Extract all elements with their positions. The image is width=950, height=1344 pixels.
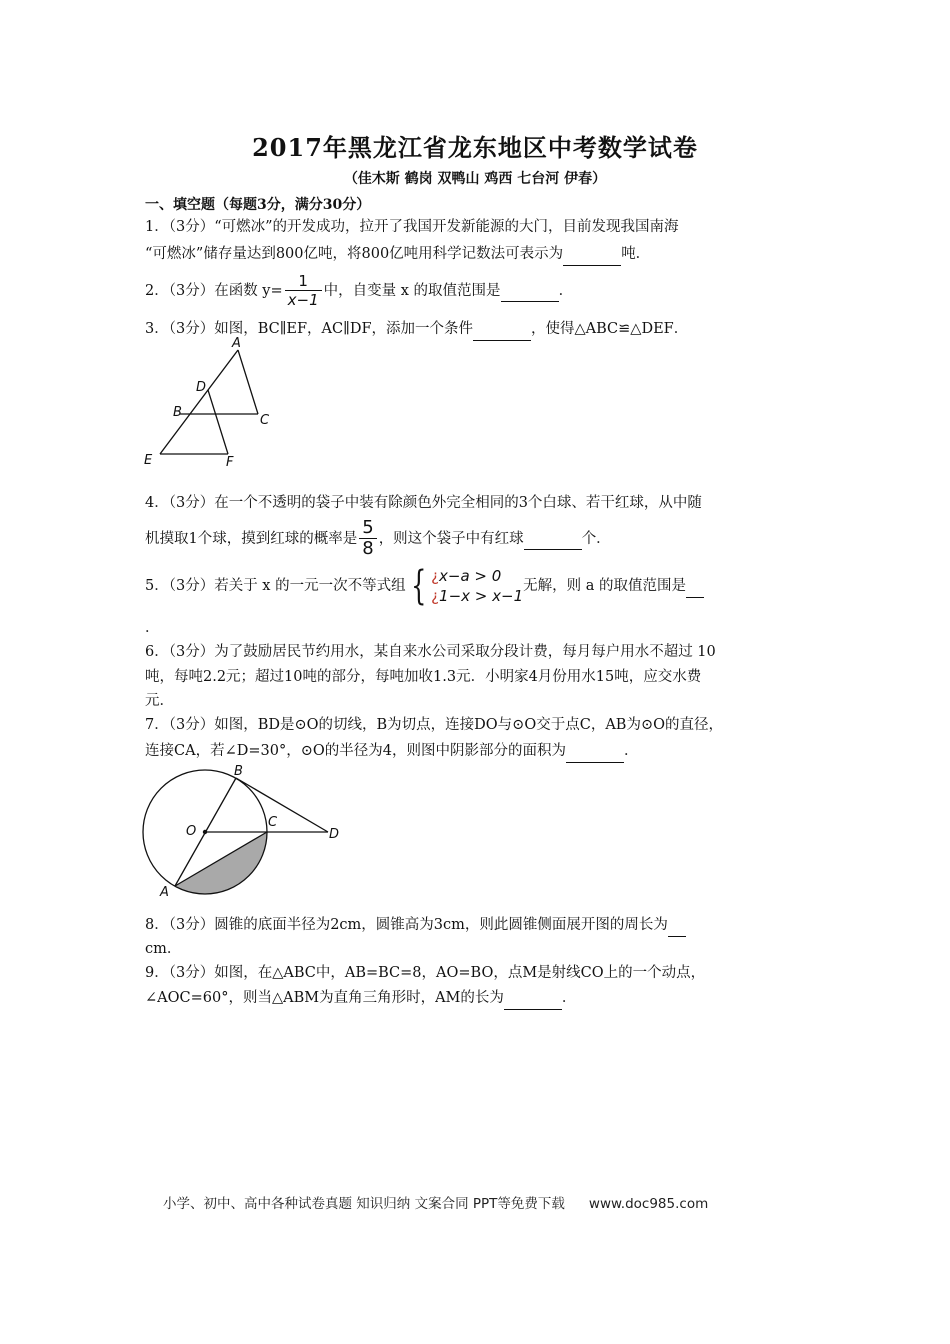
question-4-pre: 机摸取1个球，摸到红球的概率是 <box>145 530 358 547</box>
answer-blank <box>504 987 562 1010</box>
inequality-rows <box>431 566 523 606</box>
figure-label: F <box>226 455 234 470</box>
question-4-line-1: 4．（3分）在一个不透明的袋子中装有除颜色外完全相同的3个白球、若干红球，从中随 <box>145 495 702 511</box>
circle-figure <box>140 762 350 902</box>
figure-label: A <box>160 885 169 900</box>
figure-label: O <box>186 824 197 839</box>
question-4-end: 个． <box>581 530 611 547</box>
answer-blank <box>668 914 686 937</box>
question-8-text: 8．（3分）圆锥的底面半径为2cm，圆锥高为3cm，则此圆锥侧面展开图的周长为 <box>145 917 668 933</box>
question-9-end: ． <box>561 990 577 1006</box>
answer-blank <box>563 243 621 266</box>
question-4-line-2 <box>145 518 611 559</box>
figure-label: C <box>260 413 270 428</box>
figure-label: E <box>144 453 153 468</box>
question-4-post: ，则这个袋子中有红球 <box>378 530 524 547</box>
fraction <box>359 518 376 559</box>
inequality-text: 1−x > x−1 <box>439 587 524 605</box>
figure-label: A <box>232 336 241 351</box>
question-5 <box>145 563 704 609</box>
inequality-mark: ¿ <box>431 587 440 605</box>
page-subtitle: （佳木斯 鹤岗 双鸭山 鸡西 七台河 伊春） <box>343 171 607 187</box>
figure-label: B <box>234 764 243 779</box>
answer-blank <box>501 279 559 302</box>
figure-label: B <box>173 405 182 420</box>
triangle-figure <box>140 336 280 472</box>
center-point <box>203 830 207 834</box>
footer-url[interactable]: www.doc985.com <box>588 1196 709 1212</box>
question-9-text: ∠AOC=60°，则当△ABM为直角三角形时，AM的长为 <box>145 990 504 1006</box>
figure-label: C <box>268 815 278 830</box>
question-7-end: ． <box>623 743 639 759</box>
question-2-end: ． <box>558 282 574 299</box>
fraction-denominator: x−1 <box>285 290 322 309</box>
question-1-end: 吨． <box>621 246 651 262</box>
question-2-pre: 2．（3分）在函数 y= <box>145 282 283 299</box>
question-8-line-2: cm． <box>145 941 182 957</box>
figure-label: D <box>196 380 207 395</box>
footer-text: 小学、初中、高中各种试卷真题 知识归纳 文案合同 PPT等免费下载 <box>163 1196 565 1212</box>
brace: { <box>410 563 426 609</box>
question-1-line-2 <box>145 243 650 266</box>
fraction <box>285 272 322 309</box>
question-3-pre: 3．（3分）如图，BC∥EF，AC∥DF，添加一个条件 <box>145 321 474 337</box>
question-5-line-2: ． <box>145 620 160 636</box>
inequality-system <box>406 563 524 609</box>
question-2 <box>145 272 573 309</box>
question-5-pre: 5．（3分）若关于 x 的一元一次不等式组 <box>145 578 406 594</box>
question-9-line-2 <box>145 987 576 1010</box>
question-9-line-1: 9．（3分）如图，在△ABC中，AB=BC=8，AO=BO，点M是射线CO上的一个动点， <box>145 965 706 981</box>
question-2-post: 中，自变量 x 的取值范围是 <box>323 282 501 299</box>
question-8-line-1 <box>145 914 686 937</box>
question-1-line-1: 1．（3分）“可燃冰”的开发成功，拉开了我国开发新能源的大门，目前发现我国南海 <box>145 219 679 235</box>
question-7-line-1: 7．（3分）如图，BD是⊙O的切线，B为切点，连接DO与⊙O交于点C，AB为⊙O的直径， <box>145 717 723 733</box>
question-1-text: “可燃冰”储存量达到800亿吨，将800亿吨用科学记数法可表示为 <box>145 246 564 262</box>
fraction-numerator: 1 <box>298 272 308 290</box>
answer-blank <box>473 318 531 341</box>
answer-blank <box>566 740 624 763</box>
question-7-line-2 <box>145 740 638 763</box>
answer-blank <box>686 575 704 598</box>
inequality-mark: ¿ <box>431 567 440 585</box>
question-6-line-1: 6．（3分）为了鼓励居民节约用水，某自来水公司采取分段计费，每月每户用水不超过 10 <box>145 644 716 660</box>
fraction-numerator: 5 <box>362 517 374 538</box>
inequality-row <box>431 566 523 586</box>
question-6-line-3: 元． <box>145 693 174 709</box>
question-7-text: 连接CA，若∠D=30°，⊙O的半径为4，则图中阴影部分的面积为 <box>145 743 566 759</box>
question-3-post: ，使得△ABC≌△DEF． <box>531 321 689 337</box>
section-heading: 一、填空题（每题3分，满分30分） <box>145 197 371 213</box>
question-5-post: 无解，则 a 的取值范围是 <box>523 578 686 594</box>
fraction-denominator: 8 <box>359 538 376 559</box>
page-title: 2017年黑龙江省龙东地区中考数学试卷 <box>252 133 698 162</box>
inequality-text: x−a > 0 <box>439 567 502 585</box>
page-footer <box>163 1192 708 1212</box>
question-6-line-2: 吨，每吨2.2元；超过10吨的部分，每吨加收1.3元．小明家4月份用水15吨，应交水费 <box>145 669 702 685</box>
answer-blank <box>524 527 582 550</box>
figure-label: D <box>329 827 340 842</box>
inequality-row <box>431 586 523 606</box>
